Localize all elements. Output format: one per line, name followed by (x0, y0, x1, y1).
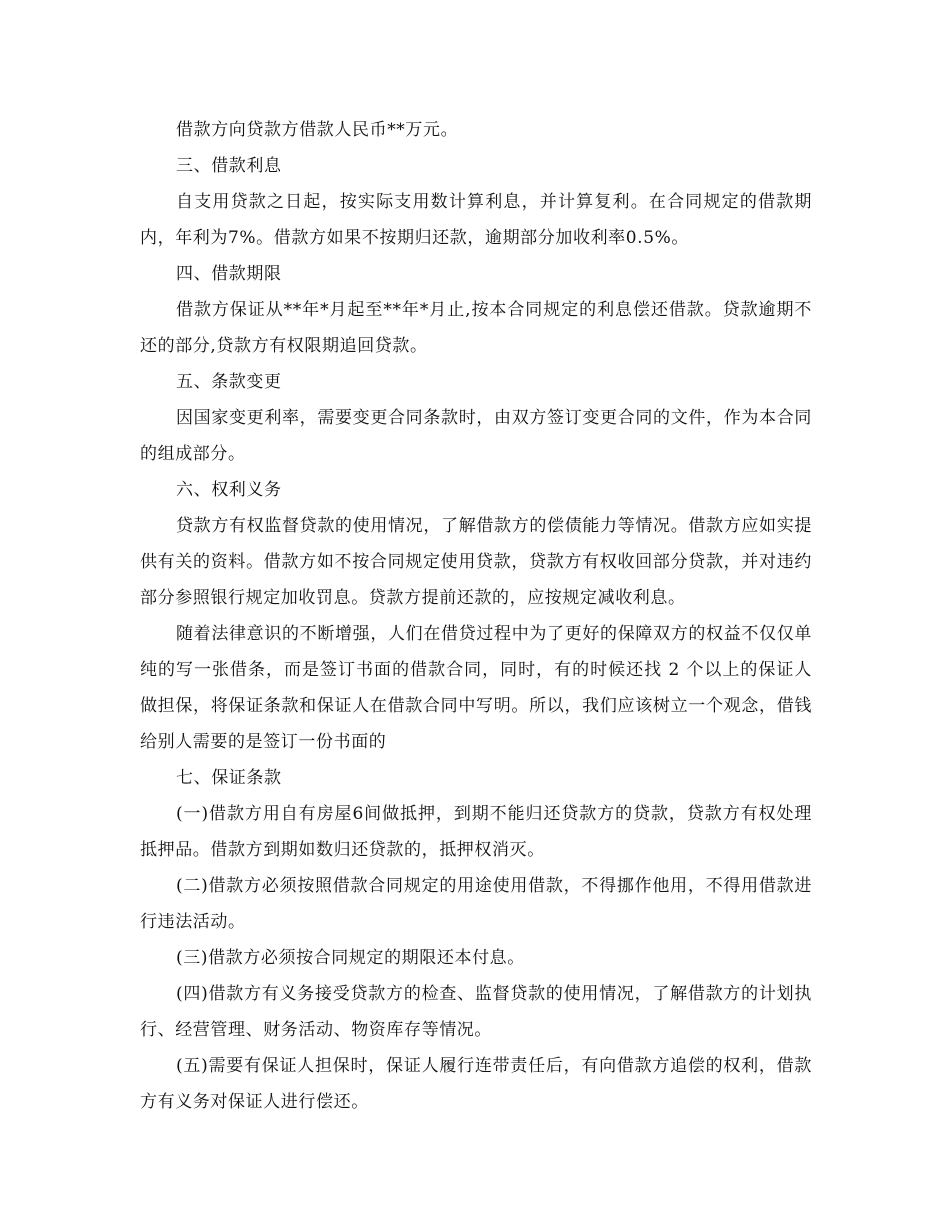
paragraph-interest: 自支用贷款之日起，按实际支用数计算利息，并计算复利。在合同规定的借款期内，年利为7%。借款方如果不按期归还款，逾期部分加收利率0.5%。 (140, 192, 812, 248)
paragraph-legal-awareness: 随着法律意识的不断增强，人们在借贷过程中为了更好的保障双方的权益不仅仅单纯的写一张借条，而是签订书面的借款合同，同时，有的时候还找 2 个以上的保证人做担保，将保证条款和保证人在借款合同中写明。所以，我们应该树立一个观念，借钱给别人需要的是签订一份书面的 (140, 624, 812, 752)
clause-1: (一)借款方用自有房屋6间做抵押，到期不能归还贷款方的贷款，贷款方有权处理抵押品。借款方到期如数归还贷款的，抵押权消灭。 (140, 804, 812, 860)
paragraph-changes: 因国家变更利率，需要变更合同条款时，由双方签订变更合同的文件，作为本合同的组成部分。 (140, 408, 812, 464)
paragraph-term: 借款方保证从**年*月起至**年*月止,按本合同规定的利息偿还借款。贷款逾期不还的部分,贷款方有权限期追回贷款。 (140, 300, 812, 356)
section-heading-rights: 六、权利义务 (176, 480, 282, 500)
paragraph-rights: 贷款方有权监督贷款的使用情况，了解借款方的偿债能力等情况。借款方应如实提供有关的资料。借款方如不按合同规定使用贷款，贷款方有权收回部分贷款，并对违约部分参照银行规定加收罚息。贷款方提前还款的，应按规定减收利息。 (140, 516, 812, 608)
section-heading-term: 四、借款期限 (176, 264, 282, 284)
clause-5: (五)需要有保证人担保时，保证人履行连带责任后，有向借款方追偿的权利，借款方有义务对保证人进行偿还。 (140, 1056, 812, 1112)
clause-2: (二)借款方必须按照借款合同规定的用途使用借款，不得挪作他用，不得用借款进行违法活动。 (140, 876, 812, 932)
section-heading-guarantee: 七、保证条款 (176, 768, 282, 788)
clause-3: (三)借款方必须按合同规定的期限还本付息。 (176, 948, 525, 968)
section-heading-changes: 五、条款变更 (176, 372, 282, 392)
paragraph-loan-amount: 借款方向贷款方借款人民币**万元。 (176, 120, 459, 140)
document-body (140, 112, 812, 1120)
clause-4: (四)借款方有义务接受贷款方的检查、监督贷款的使用情况，了解借款方的计划执行、经营管理、财务活动、物资库存等情况。 (140, 984, 812, 1040)
section-heading-interest: 三、借款利息 (176, 156, 282, 176)
